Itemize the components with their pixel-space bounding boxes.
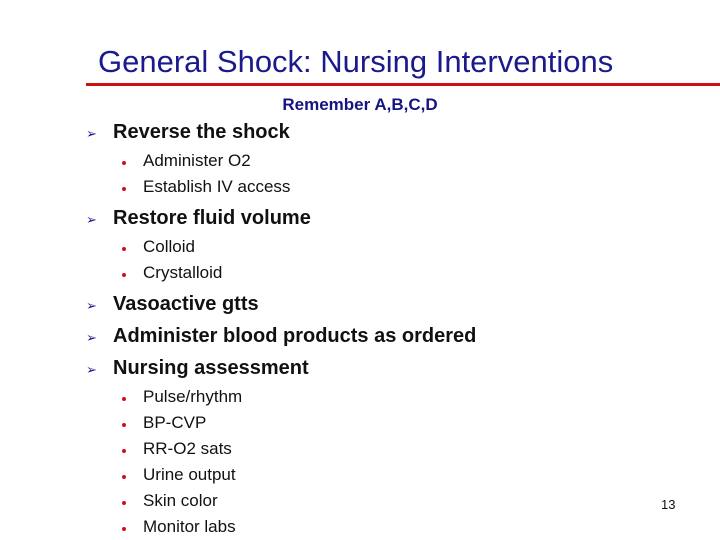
sub-bullet-item: Monitor labs [143,517,236,536]
dot-bullet-icon [122,273,126,277]
sub-bullet-item: Establish IV access [143,177,291,196]
slide-title: General Shock: Nursing Interventions [98,44,614,79]
sub-bullet-item: Colloid [143,237,195,256]
arrow-bullet-icon: ➢ [86,212,97,227]
dot-bullet-icon [122,161,126,165]
sub-bullet-item: Pulse/rhythm [143,387,243,406]
sub-bullet-item: BP-CVP [143,413,207,432]
sub-bullet-item: Administer O2 [143,151,251,170]
bullet-item: Reverse the shock [113,121,290,143]
dot-bullet-icon [122,247,126,251]
dot-bullet-icon [122,187,126,191]
dot-bullet-icon [122,527,126,531]
sub-bullet-item: Skin color [143,491,218,510]
bullet-item: Administer blood products as ordered [113,325,477,347]
dot-bullet-icon [122,449,126,453]
arrow-bullet-icon: ➢ [86,362,97,377]
slide-subtitle: Remember A,B,C,D [282,95,438,114]
bullet-item: Vasoactive gtts [113,293,259,315]
arrow-bullet-icon: ➢ [86,298,97,313]
arrow-bullet-icon: ➢ [86,126,97,141]
page-number: 13 [661,497,676,512]
arrow-bullet-icon: ➢ [86,330,97,345]
bullet-item: Nursing assessment [113,357,309,379]
sub-bullet-item: Crystalloid [143,263,223,282]
sub-bullet-item: Urine output [143,465,236,484]
bullet-item: Restore fluid volume [113,207,311,229]
dot-bullet-icon [122,501,126,505]
dot-bullet-icon [122,475,126,479]
sub-bullet-item: RR-O2 sats [143,439,232,458]
dot-bullet-icon [122,423,126,427]
dot-bullet-icon [122,397,126,401]
